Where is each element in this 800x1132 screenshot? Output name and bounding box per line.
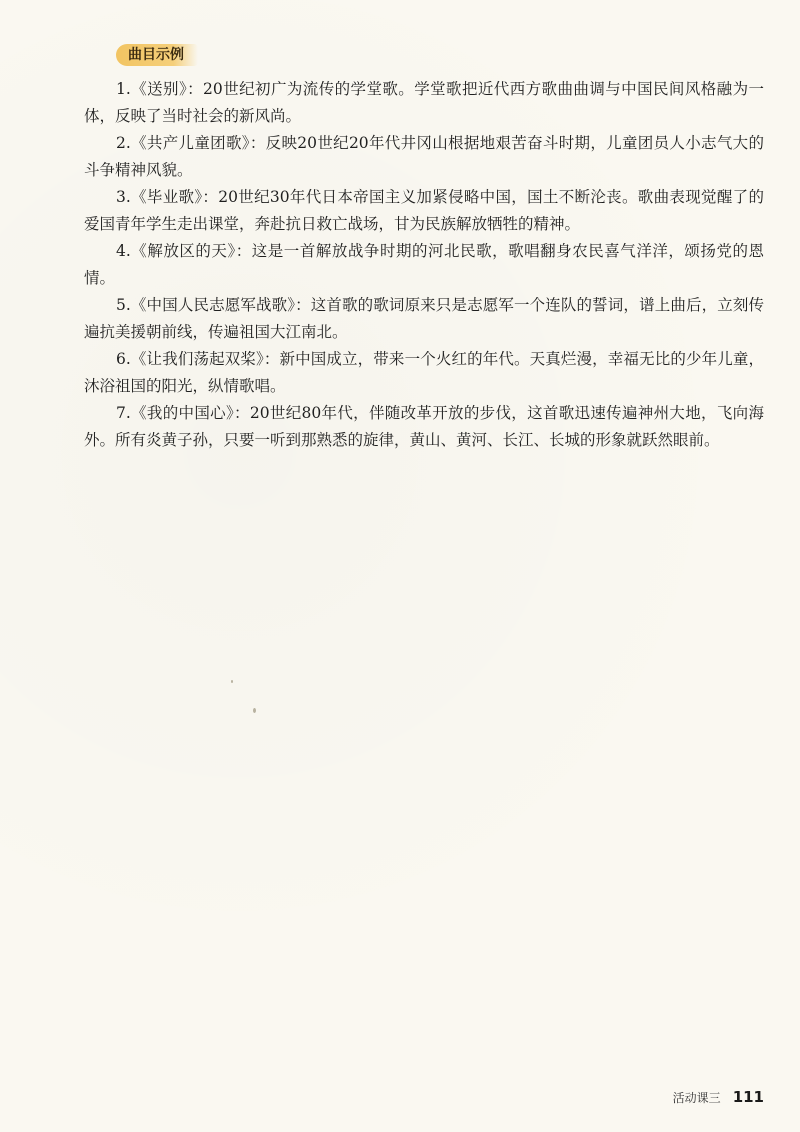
song-item-2: 2.《共产儿童团歌》：反映20世纪20年代井冈山根据地艰苦奋斗时期，儿童团员人小志气大的斗争精神风貌。 (84, 134, 764, 179)
paper-speck (253, 708, 256, 713)
footer-label: 活动课三 (672, 1091, 721, 1105)
song-item-4: 4.《解放区的天》：这是一首解放战争时期的河北民歌，歌唱翻身农民喜气洋洋，颂扬党的恩情。 (84, 242, 764, 287)
song-item-7: 7.《我的中国心》：20世纪80年代，伴随改革开放的步伐，这首歌迅速传遍神州大地，飞向海外。所有炎黄子孙，只要一听到那熟悉的旋律，黄山、黄河、长江、长城的形象就跃然眼前。 (84, 404, 764, 449)
song-item-3: 3.《毕业歌》：20世纪30年代日本帝国主义加紧侵略中国，国土不断沦丧。歌曲表现觉醒了的爱国青年学生走出课堂，奔赴抗日救亡战场，甘为民族解放牺牲的精神。 (84, 188, 764, 233)
song-item-1: 1.《送别》：20世纪初广为流传的学堂歌。学堂歌把近代西方歌曲曲调与中国民间风格融为一体，反映了当时社会的新风尚。 (84, 80, 764, 125)
song-item-5: 5.《中国人民志愿军战歌》：这首歌的歌词原来只是志愿军一个连队的誓词，谱上曲后，立刻传遍抗美援朝前线，传遍祖国大江南北。 (84, 296, 764, 341)
song-list (84, 76, 764, 454)
paper-speck (231, 680, 233, 683)
page-number: 111 (732, 1088, 764, 1106)
song-item-6: 6.《让我们荡起双桨》：新中国成立，带来一个火红的年代。天真烂漫，幸福无比的少年儿童，沐浴祖国的阳光，纵情歌唱。 (84, 350, 764, 395)
page-footer (673, 1088, 764, 1108)
section-tag: 曲目示例 (116, 44, 198, 66)
